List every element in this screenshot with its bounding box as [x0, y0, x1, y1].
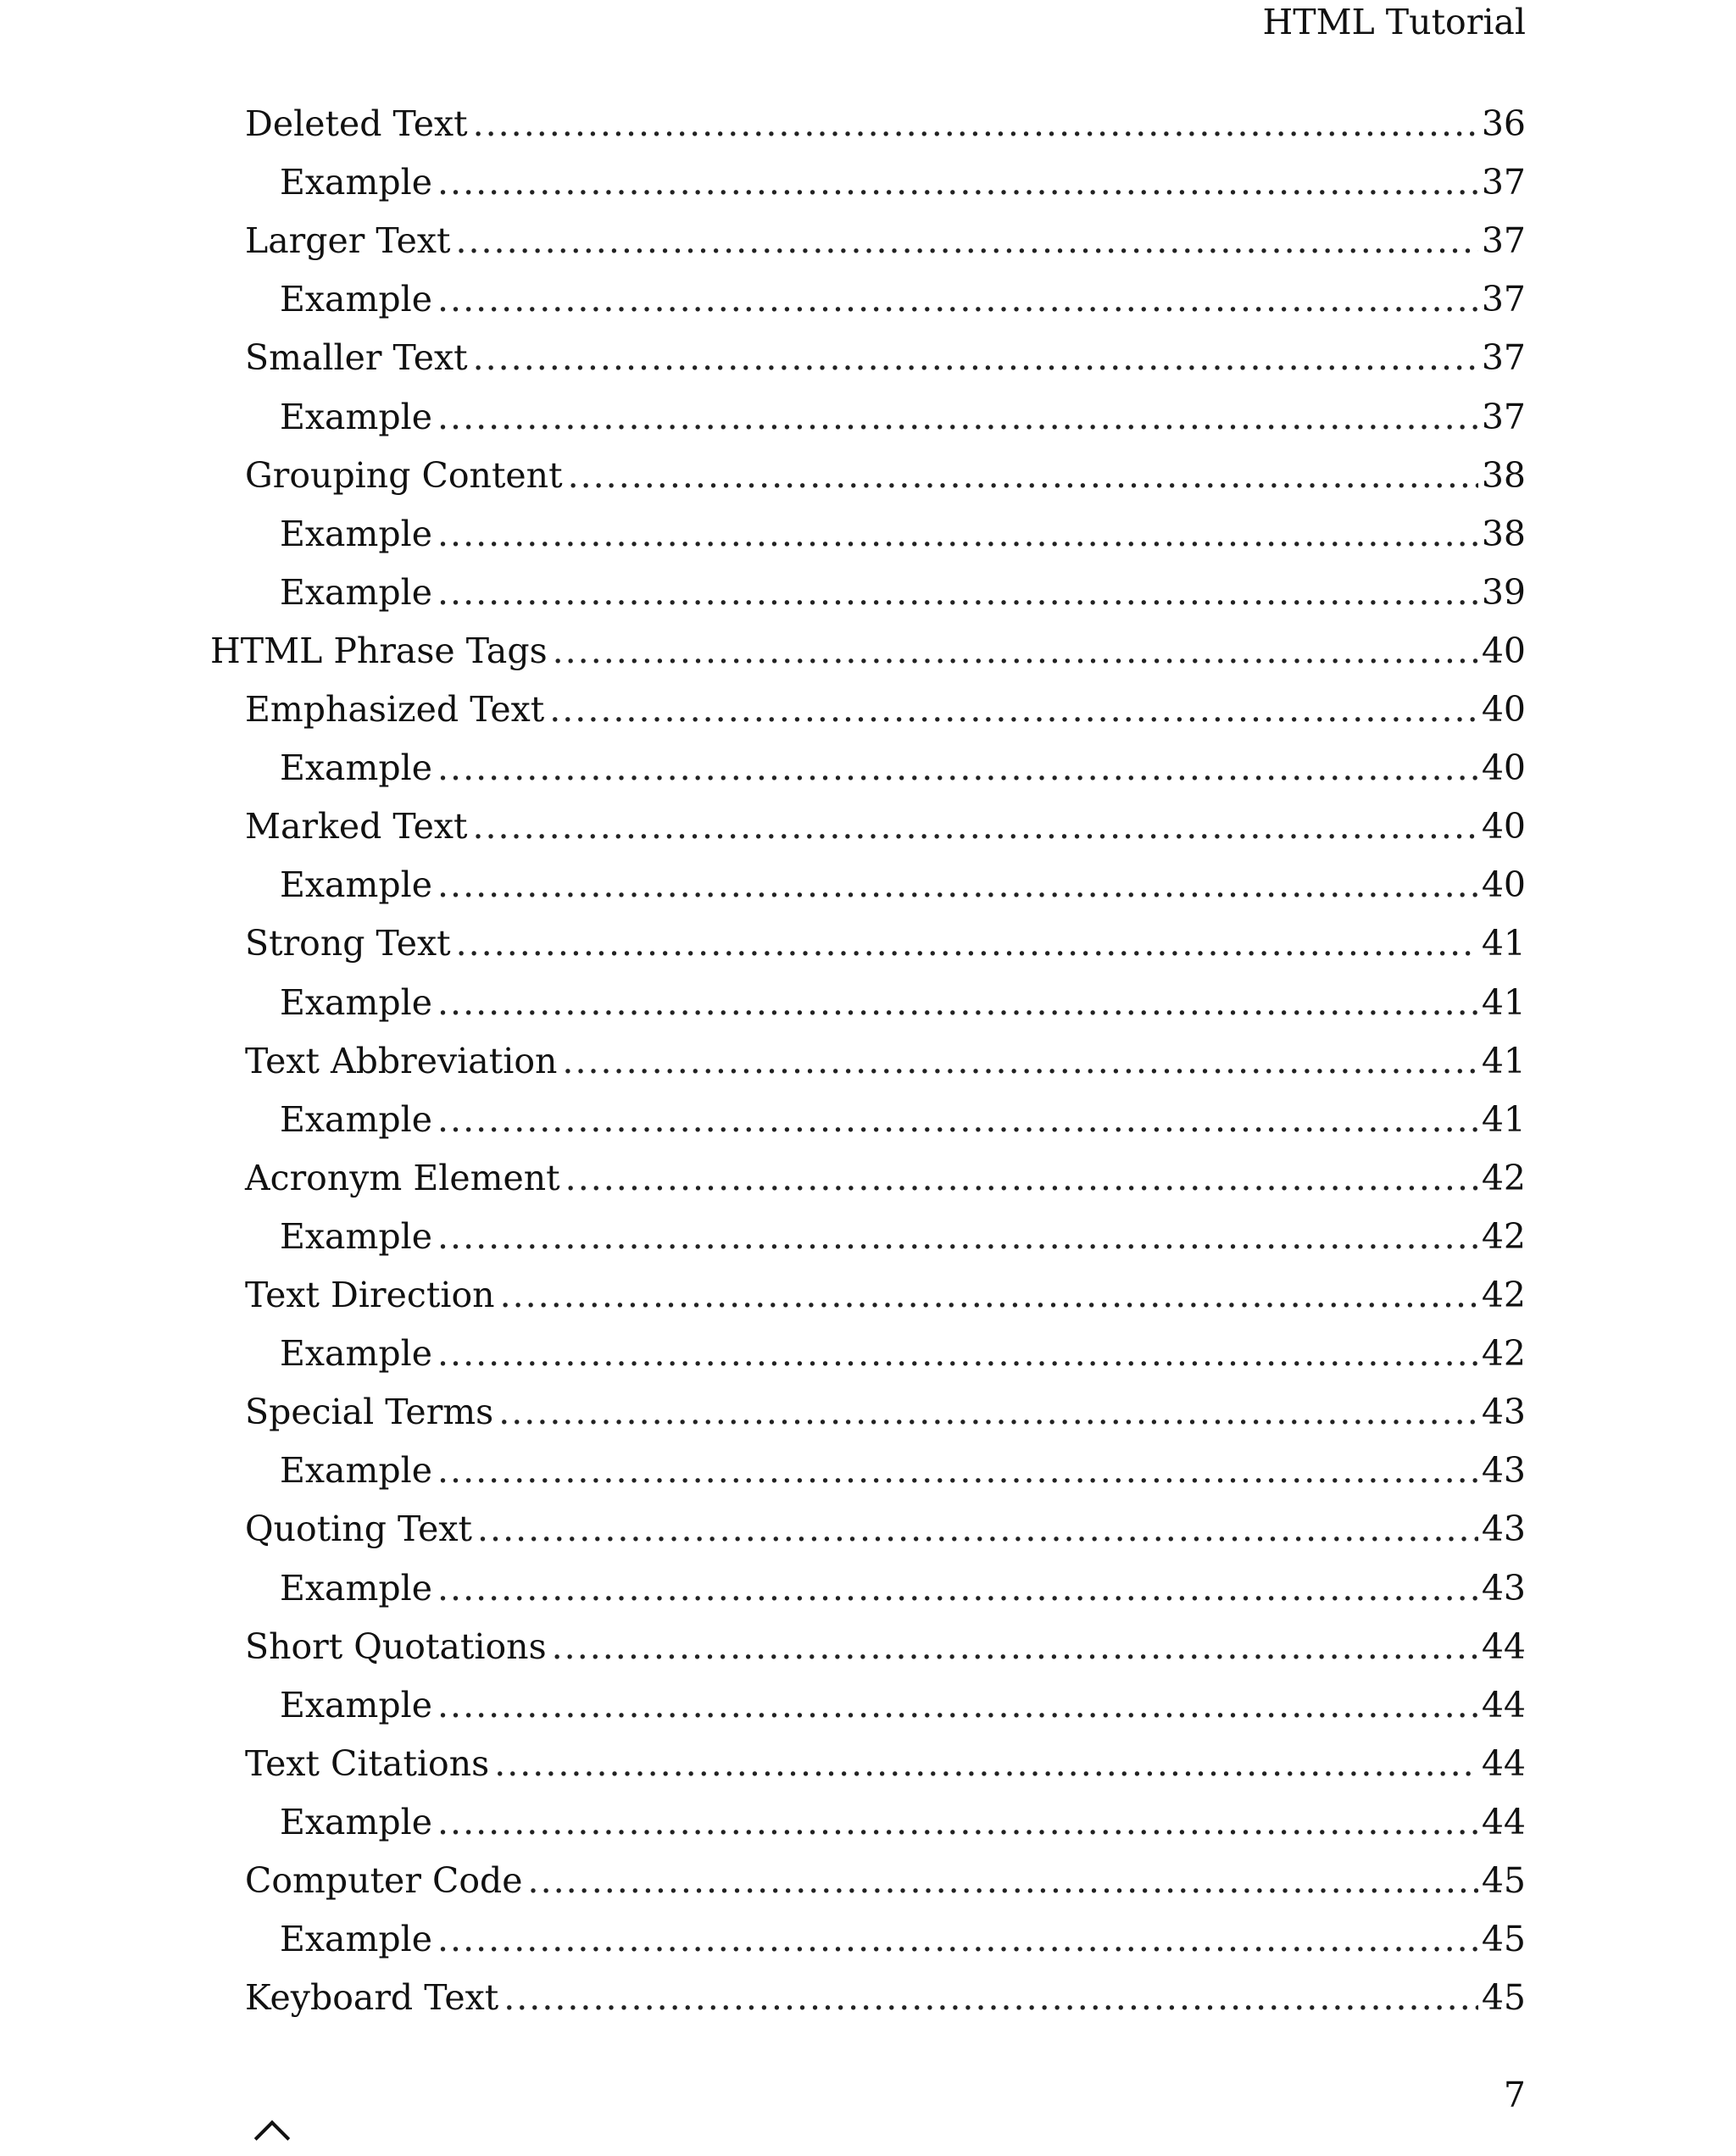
toc-entry-page-number: 41	[1481, 981, 1526, 1023]
toc-entry-label: Example	[280, 1215, 432, 1257]
dot-leader	[437, 569, 1478, 616]
dot-leader	[477, 1505, 1478, 1553]
dot-leader	[562, 1037, 1477, 1085]
toc-entry-page-number: 41	[1481, 923, 1526, 964]
toc-entry[interactable]	[280, 1447, 1526, 1494]
toc-entry[interactable]	[280, 275, 1526, 323]
toc-entry-label: Smaller Text	[245, 337, 468, 379]
toc-entry-page-number: 45	[1481, 1919, 1526, 1960]
toc-entry[interactable]	[245, 1037, 1526, 1085]
toc-entry-label: Text Citations	[245, 1742, 490, 1784]
dot-leader	[437, 979, 1478, 1026]
toc-entry-page-number: 40	[1481, 630, 1526, 671]
toc-entry-page-number: 40	[1481, 864, 1526, 906]
toc-entry-label: Example	[280, 1450, 432, 1492]
page-number: 7	[1503, 2075, 1526, 2115]
toc-entry[interactable]	[280, 1213, 1526, 1260]
dot-leader	[437, 1681, 1478, 1729]
dot-leader	[437, 744, 1478, 792]
toc-entry-page-number: 43	[1481, 1567, 1526, 1609]
dot-leader	[437, 510, 1478, 558]
toc-entry[interactable]	[280, 979, 1526, 1026]
toc-entry-label: Example	[280, 1567, 432, 1609]
dot-leader	[437, 1213, 1478, 1260]
toc-entry-page-number: 45	[1481, 1977, 1526, 2019]
toc-entry[interactable]	[245, 920, 1526, 967]
dot-leader	[437, 1096, 1478, 1143]
toc-entry[interactable]	[245, 100, 1526, 147]
dot-leader	[568, 452, 1478, 499]
toc-entry-label: Text Abbreviation	[245, 1040, 558, 1081]
running-header-title: HTML Tutorial	[1262, 2, 1526, 42]
dot-leader	[437, 393, 1478, 441]
dot-leader	[528, 1857, 1478, 1904]
toc-entry-label: Grouping Content	[245, 454, 563, 496]
toc-entry-page-number: 42	[1481, 1157, 1526, 1198]
toc-entry-page-number: 38	[1481, 454, 1526, 496]
toc-entry[interactable]	[245, 217, 1526, 264]
toc-entry[interactable]	[245, 1974, 1526, 2021]
dot-leader	[437, 861, 1478, 909]
dot-leader	[498, 1388, 1478, 1436]
dot-leader	[437, 1564, 1478, 1612]
toc-entry-page-number: 39	[1481, 571, 1526, 613]
toc-entry[interactable]	[280, 1096, 1526, 1143]
dot-leader	[565, 1154, 1478, 1202]
toc-entry-label: Example	[280, 1098, 432, 1140]
toc-entry-page-number: 43	[1481, 1450, 1526, 1492]
toc-entry[interactable]	[210, 627, 1526, 675]
dot-leader	[549, 686, 1478, 733]
toc-entry[interactable]	[245, 1505, 1526, 1553]
dot-leader	[437, 1447, 1478, 1494]
toc-entry-label: Special Terms	[245, 1392, 494, 1433]
toc-entry-page-number: 37	[1481, 162, 1526, 203]
toc-entry-label: Example	[280, 1919, 432, 1960]
dot-leader	[552, 1623, 1478, 1670]
toc-entry[interactable]	[245, 1388, 1526, 1436]
toc-entry-page-number: 45	[1481, 1860, 1526, 1901]
toc-entry[interactable]	[245, 1857, 1526, 1904]
toc-entry[interactable]	[280, 393, 1526, 441]
toc-entry-page-number: 42	[1481, 1215, 1526, 1257]
dot-leader	[437, 158, 1478, 206]
toc-entry-label: Emphasized Text	[245, 689, 545, 730]
toc-entry-label: Computer Code	[245, 1860, 523, 1901]
toc-entry-page-number: 43	[1481, 1509, 1526, 1550]
toc-entry-label: Acronym Element	[245, 1157, 560, 1198]
toc-entry-label: Marked Text	[245, 806, 468, 847]
toc-entry[interactable]	[280, 158, 1526, 206]
dot-leader	[473, 334, 1478, 381]
toc-entry-label: Example	[280, 162, 432, 203]
toc-entry-label: Deleted Text	[245, 103, 468, 144]
chevron-up-icon	[254, 2120, 290, 2156]
toc-entry[interactable]	[245, 452, 1526, 499]
toc-entry[interactable]	[280, 569, 1526, 616]
toc-entry-label: Example	[280, 396, 432, 437]
toc-entry[interactable]	[245, 1740, 1526, 1787]
toc-entry-page-number: 40	[1481, 747, 1526, 789]
toc-entry-page-number: 40	[1481, 806, 1526, 847]
dot-leader	[473, 100, 1478, 147]
dot-leader	[437, 1330, 1478, 1377]
toc-entry[interactable]	[280, 1681, 1526, 1729]
toc-entry-label: Example	[280, 513, 432, 554]
toc-entry-label: HTML Phrase Tags	[210, 630, 548, 671]
dot-leader	[437, 1915, 1478, 1963]
toc-entry-page-number: 43	[1481, 1392, 1526, 1433]
toc-entry-label: Example	[280, 571, 432, 613]
toc-entry[interactable]	[280, 861, 1526, 909]
toc-entry-label: Example	[280, 1801, 432, 1842]
toc-entry-label: Example	[280, 279, 432, 320]
toc-entry-label: Example	[280, 981, 432, 1023]
toc-entry-page-number: 38	[1481, 513, 1526, 554]
dot-leader	[455, 217, 1477, 264]
toc-entry-page-number: 42	[1481, 1275, 1526, 1315]
toc-entry[interactable]	[280, 510, 1526, 558]
toc-entry[interactable]	[245, 803, 1526, 850]
dot-leader	[437, 275, 1478, 323]
toc-entry[interactable]	[280, 1330, 1526, 1377]
toc-entry-page-number: 44	[1481, 1742, 1526, 1784]
toc-entry-page-number: 37	[1481, 396, 1526, 437]
toc-entry-label: Example	[280, 1333, 432, 1375]
toc-entry[interactable]	[245, 1271, 1526, 1319]
toc-entry-page-number: 42	[1481, 1333, 1526, 1375]
toc-entry-page-number: 40	[1481, 689, 1526, 730]
toc-entry-label: Text Direction	[245, 1275, 495, 1315]
toc-entry[interactable]	[280, 1564, 1526, 1612]
toc-entry-label: Quoting Text	[245, 1509, 473, 1550]
toc-entry-label: Short Quotations	[245, 1625, 547, 1667]
toc-entry-label: Example	[280, 1684, 432, 1725]
toc-entry-page-number: 36	[1481, 103, 1526, 144]
toc-entry[interactable]	[245, 1623, 1526, 1670]
toc-entry-label: Larger Text	[245, 220, 451, 262]
toc-entry-page-number: 44	[1481, 1684, 1526, 1725]
dot-leader	[456, 920, 1478, 967]
toc-entry-page-number: 37	[1481, 337, 1526, 379]
toc-entry[interactable]	[280, 744, 1526, 792]
toc-entry-page-number: 41	[1481, 1098, 1526, 1140]
dot-leader	[504, 1974, 1478, 2021]
toc-entry[interactable]	[280, 1798, 1526, 1846]
toc-entry-page-number: 44	[1481, 1625, 1526, 1667]
dot-leader	[494, 1740, 1478, 1787]
dot-leader	[437, 1798, 1478, 1846]
toc-entry-label: Strong Text	[245, 923, 451, 964]
dot-leader	[500, 1271, 1478, 1319]
toc-entry[interactable]	[280, 1915, 1526, 1963]
dot-leader	[553, 627, 1478, 675]
dot-leader	[472, 803, 1477, 850]
toc-entry[interactable]	[245, 686, 1526, 733]
toc-entry[interactable]	[245, 334, 1526, 381]
toc-entry-label: Example	[280, 747, 432, 789]
toc-entry-page-number: 41	[1481, 1040, 1526, 1081]
toc-entry-label: Example	[280, 864, 432, 906]
toc-entry-page-number: 37	[1481, 279, 1526, 320]
toc-entry-page-number: 37	[1481, 220, 1526, 262]
toc-entry-page-number: 44	[1481, 1801, 1526, 1842]
toc-entry[interactable]	[245, 1154, 1526, 1202]
toc-entry-label: Keyboard Text	[245, 1977, 499, 2019]
